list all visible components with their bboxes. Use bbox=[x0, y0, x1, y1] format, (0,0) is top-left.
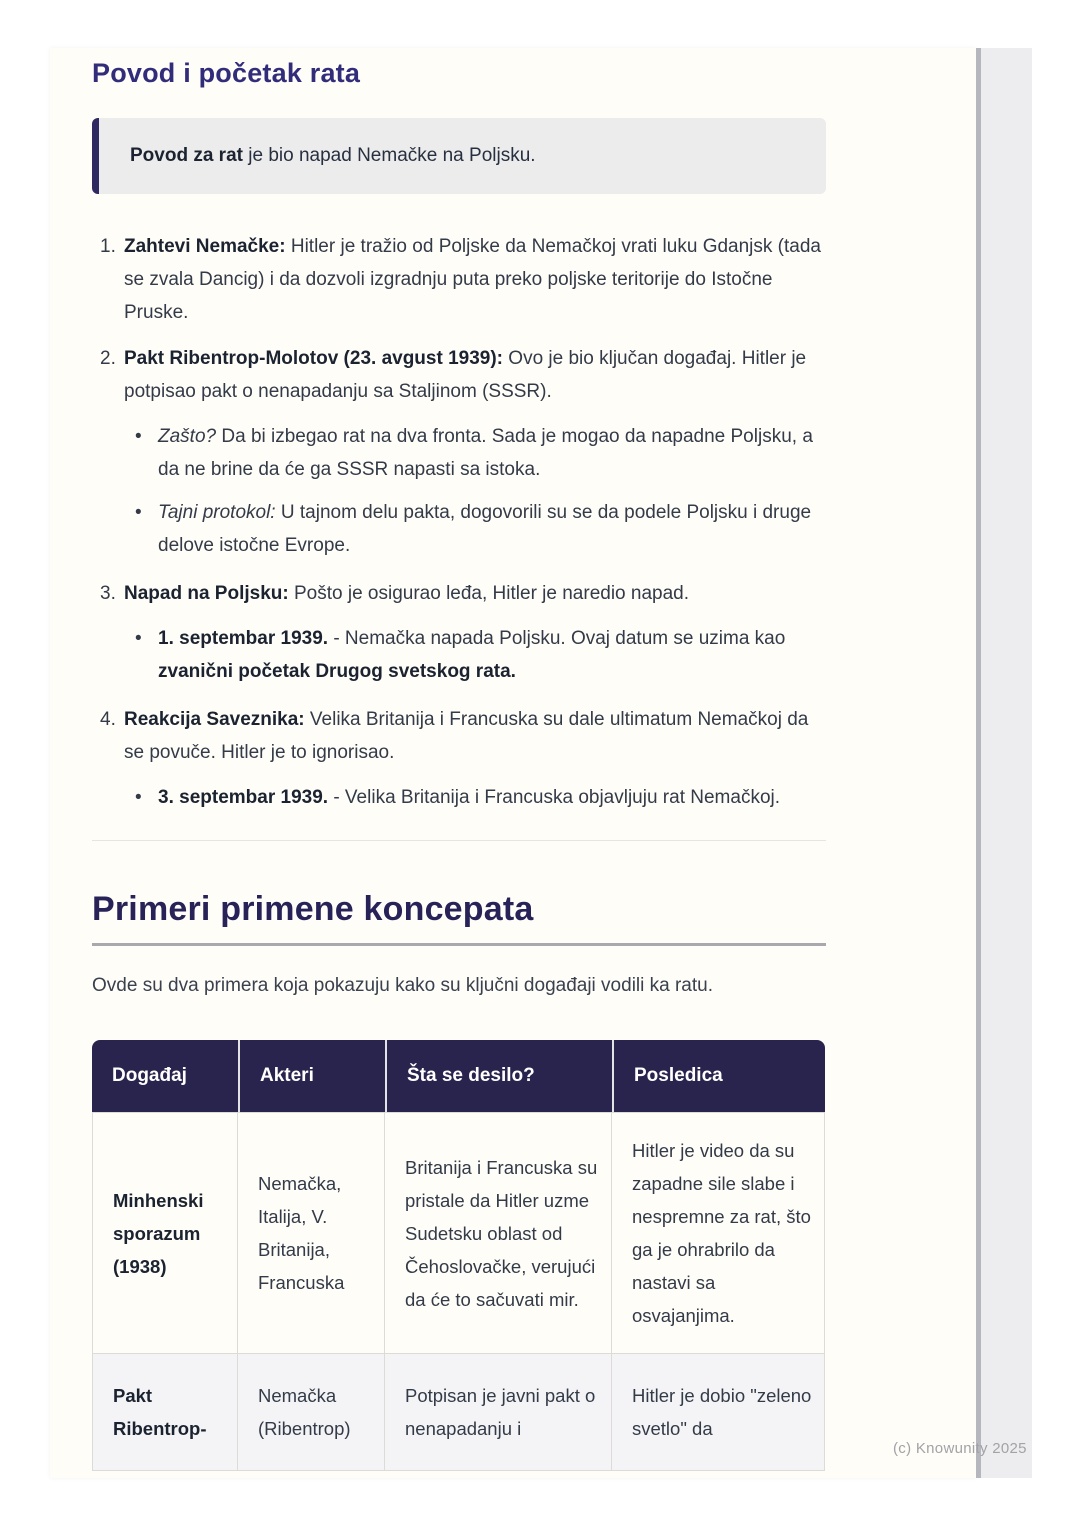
list-item-lead: Napad na Poljsku: bbox=[124, 583, 289, 604]
list-item-lead: Zahtevi Nemačke: bbox=[124, 236, 286, 257]
sub-item-lead: 3. septembar 1939. bbox=[158, 787, 329, 808]
list-item-lead: Pakt Ribentrop-Molotov (23. avgust 1939): bbox=[124, 348, 504, 369]
bullet-dot: • bbox=[135, 628, 142, 649]
sub-list-item bbox=[135, 496, 826, 562]
list-item bbox=[100, 342, 826, 564]
callout bbox=[92, 118, 826, 194]
page-title: Primeri primene koncepata bbox=[92, 890, 534, 928]
table-header-cell-event: Događaj bbox=[92, 1040, 238, 1113]
sub-list-item bbox=[135, 622, 826, 688]
what-cell: Britanija i Francuska su pristale da Hitler uzme Sudetsku oblast od Čehoslovačke, verujući da će to sačuvati mir. bbox=[385, 1113, 612, 1354]
list-number: 2. bbox=[100, 348, 116, 369]
consequence-cell: Hitler je dobio "zeleno svetlo" da bbox=[612, 1354, 825, 1471]
what-cell: Potpisan je javni pakt o nenapadanju i bbox=[385, 1354, 612, 1471]
sub-item-bold-text: zvanični početak Drugog svetskog rata. bbox=[158, 661, 516, 682]
actors-cell: Nemačka (Ribentrop) bbox=[238, 1354, 385, 1471]
document-page bbox=[50, 48, 976, 1478]
callout-bold-text: Povod za rat bbox=[130, 145, 243, 166]
sub-list-item bbox=[135, 420, 826, 486]
sub-item-text: U tajnom delu pakta, dogovorili su se da podele Poljsku i druge delove istočne Evrope. bbox=[158, 502, 812, 556]
event-cell: Minhenski sporazum (1938) bbox=[92, 1113, 238, 1354]
page-content bbox=[50, 48, 832, 1471]
sub-item-lead: Zašto? bbox=[158, 426, 217, 447]
table-header-cell-actors: Akteri bbox=[238, 1040, 385, 1113]
sub-list bbox=[124, 781, 826, 814]
ordered-list bbox=[92, 230, 826, 816]
consequence-cell: Hitler je video da su zapadne sile slabe i nespremne za rat, što ga je ohrabrilo da nastavi sa osvajanjima. bbox=[612, 1113, 825, 1354]
table-header-cell-consequence: Posledica bbox=[612, 1040, 825, 1113]
sub-item-text: - Velika Britanija i Francuska objavljuju rat Nemačkoj. bbox=[328, 787, 781, 808]
bullet-dot: • bbox=[135, 426, 142, 447]
events-table bbox=[92, 1040, 825, 1471]
list-number: 1. bbox=[100, 236, 116, 257]
list-item bbox=[100, 577, 826, 690]
scrollbar-track[interactable] bbox=[976, 48, 1032, 1478]
list-number: 3. bbox=[100, 583, 116, 604]
sub-item-text: - Nemačka napada Poljsku. Ovaj datum se uzima kao bbox=[328, 628, 786, 649]
watermark: (c) Knowunity 2025 bbox=[893, 1440, 1027, 1457]
list-number: 4. bbox=[100, 709, 116, 730]
list-item-text: Velika Britanija i Francuska su dale ultimatum Nemačkoj da se povuče. Hitler je to ignorisao. bbox=[124, 709, 809, 763]
sub-item-lead: Tajni protokol: bbox=[158, 502, 276, 523]
title-underline bbox=[92, 943, 826, 946]
event-cell: Pakt Ribentrop- bbox=[92, 1354, 238, 1471]
sub-list bbox=[124, 622, 826, 688]
sub-list bbox=[124, 420, 826, 562]
list-item-text: Ovo je bio ključan događaj. Hitler je potpisao pakt o nenapadanju sa Staljinom (SSSR). bbox=[124, 348, 807, 402]
list-item-lead: Reakcija Saveznika: bbox=[124, 709, 305, 730]
list-item-text: Pošto je osigurao leđa, Hitler je naredio napad. bbox=[288, 583, 690, 604]
section-heading: Povod i početak rata bbox=[92, 58, 361, 88]
actors-cell: Nemačka, Italija, V. Britanija, Francuska bbox=[238, 1113, 385, 1354]
table-row bbox=[92, 1354, 825, 1471]
sub-item-lead: 1. septembar 1939. bbox=[158, 628, 329, 649]
table-header-row bbox=[92, 1040, 825, 1113]
bullet-dot: • bbox=[135, 787, 142, 808]
list-item bbox=[100, 703, 826, 816]
table-header-cell-what: Šta se desilo? bbox=[385, 1040, 612, 1113]
sub-list-item bbox=[135, 781, 826, 814]
list-item bbox=[100, 230, 826, 329]
sub-item-text: Da bi izbegao rat na dva fronta. Sada je mogao da napadne Poljsku, a da ne brine da će ga SSSR napasti sa istoka. bbox=[158, 426, 813, 480]
section-divider bbox=[92, 840, 826, 841]
table-row bbox=[92, 1113, 825, 1354]
bullet-dot: • bbox=[135, 502, 142, 523]
list-item-text: Hitler je tražio od Poljske da Nemačkoj vrati luku Gdanjsk (tada se zvala Dancig) i da dozvoli izgradnju puta preko poljske teritorije do Istočne Pruske. bbox=[124, 236, 821, 323]
intro-paragraph: Ovde su dva primera koja pokazuju kako su ključni događaji vodili ka ratu. bbox=[92, 975, 713, 996]
callout-text: je bio napad Nemačke na Poljsku. bbox=[242, 145, 536, 166]
